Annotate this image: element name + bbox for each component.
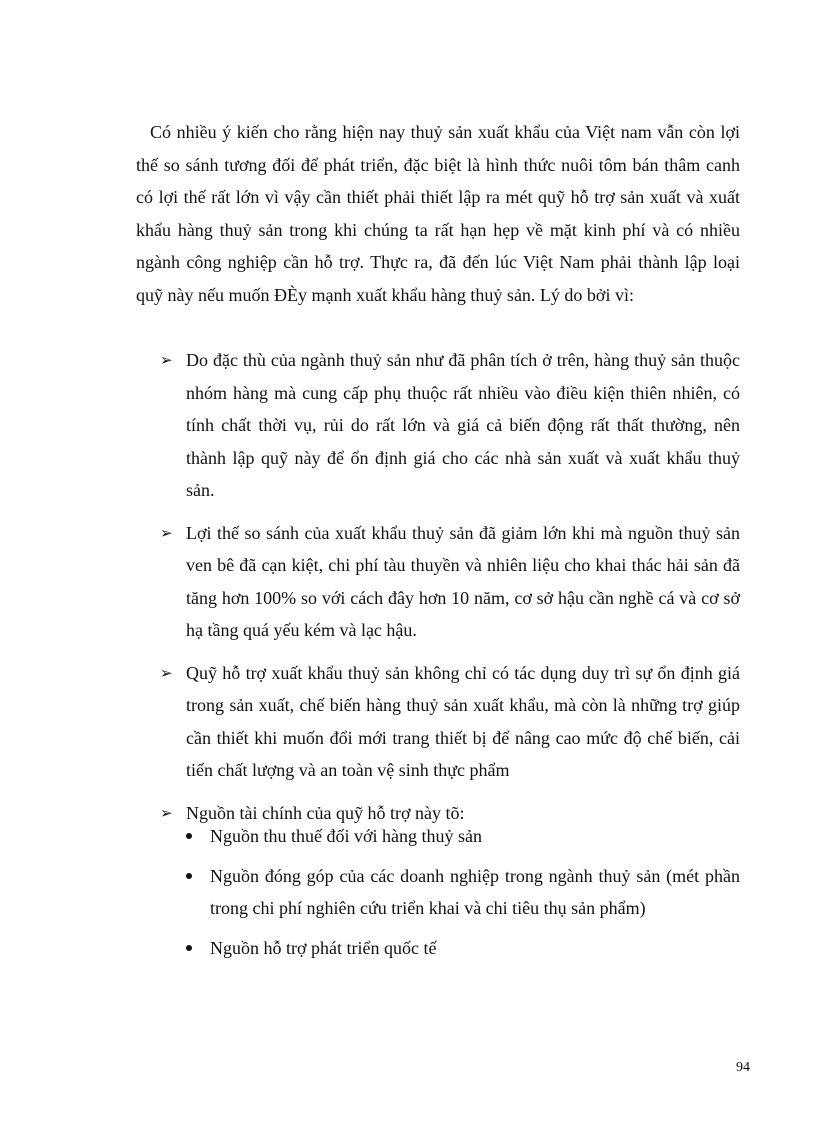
bullet-dot-icon bbox=[186, 833, 192, 839]
arrow-item-text: Lợi thế so sánh của xuất khẩu thuỷ sản đã giảm lớn khi mà nguồn thuỷ sản ven bê đã cạn kiệt, chi phí tàu thuyền và nhiên liệu cho khai thác hải sản đã tăng hơn 100% so với cách đây hơn 10 năm, cơ sở hậu cần nghề cá và cơ sở hạ tầng quá yếu kém và lạc hậu. bbox=[186, 522, 740, 640]
arrow-item bbox=[160, 657, 740, 787]
bullet-item bbox=[186, 820, 740, 853]
arrow-bullet-icon: ➢ bbox=[160, 663, 173, 682]
arrow-bullet-icon: ➢ bbox=[160, 803, 173, 822]
arrow-item-text: Nguồn tài chính của quỹ hỗ trợ này tõ: bbox=[186, 802, 465, 823]
bullet-item bbox=[186, 860, 740, 925]
page-number: 94 bbox=[736, 1060, 750, 1075]
arrow-bullet-icon: ➢ bbox=[160, 351, 173, 369]
arrow-list bbox=[160, 344, 740, 839]
arrow-item bbox=[160, 517, 740, 647]
arrow-bullet-icon: ➢ bbox=[160, 523, 173, 542]
bullet-item bbox=[186, 932, 740, 965]
bullet-item-text: Nguồn thu thuế đối với hàng thuỷ sản bbox=[210, 826, 482, 846]
bullet-item-text: Nguồn hỗ trợ phát triển quốc tế bbox=[210, 937, 437, 958]
arrow-item bbox=[160, 344, 740, 507]
intro-paragraph: Có nhiều ý kiến cho rằng hiện nay thuỷ sản xuất khẩu của Việt nam vẫn còn lợi thế so sánh tương đối để phát triển, đặc biệt là hình thức nuôi tôm bán thâm canh có lợi thế rất lớn vì vậy cần thiết phải thiết lập ra mét quỹ hỗ trợ sản xuất và xuất khẩu hàng thuỷ sản trong khi chúng ta rất hạn hẹp về mặt kinh phí và có nhiều ngành công nghiệp cần hỗ trợ. Thực ra, đã đến lúc Việt Nam phải thành lập loại quỹ này nếu muốn ĐÈy mạnh xuất khẩu hàng thuỷ sản. Lý do bởi vì: bbox=[136, 122, 740, 305]
arrow-item-text: Do đặc thù của ngành thuỷ sản như đã phân tích ở trên, hàng thuỷ sản thuộc nhóm hàng mà cung cấp phụ thuộc rất nhiều vào điều kiện thiên nhiên, có tính chất thời vụ, rủi do rất lớn và giá cả biến động rất thất thường, nên thành lập quỹ này để ổn định giá cho các nhà sản xuất và xuất khẩu thuỷ sản. bbox=[186, 350, 740, 500]
bullet-dot-icon bbox=[186, 873, 192, 879]
bullet-item-text: Nguồn đóng góp của các doanh nghiệp trong ngành thuỷ sản (mét phần trong chi phí nghiên cứu triển khai và chi tiêu thụ sản phẩm) bbox=[210, 865, 740, 918]
arrow-item-text: Quỹ hỗ trợ xuất khẩu thuỷ sản không chỉ có tác dụng duy trì sự ổn định giá trong sản xuất, chế biến hàng thuỷ sản xuất khẩu, mà còn là những trợ giúp cần thiết khi muốn đổi mới trang thiết bị để nâng cao mức độ chế biến, cải tiến chất lượng và an toàn vệ sinh thực phẩm bbox=[186, 662, 740, 780]
bullet-dot-icon bbox=[186, 945, 192, 951]
bullet-list bbox=[186, 820, 740, 971]
